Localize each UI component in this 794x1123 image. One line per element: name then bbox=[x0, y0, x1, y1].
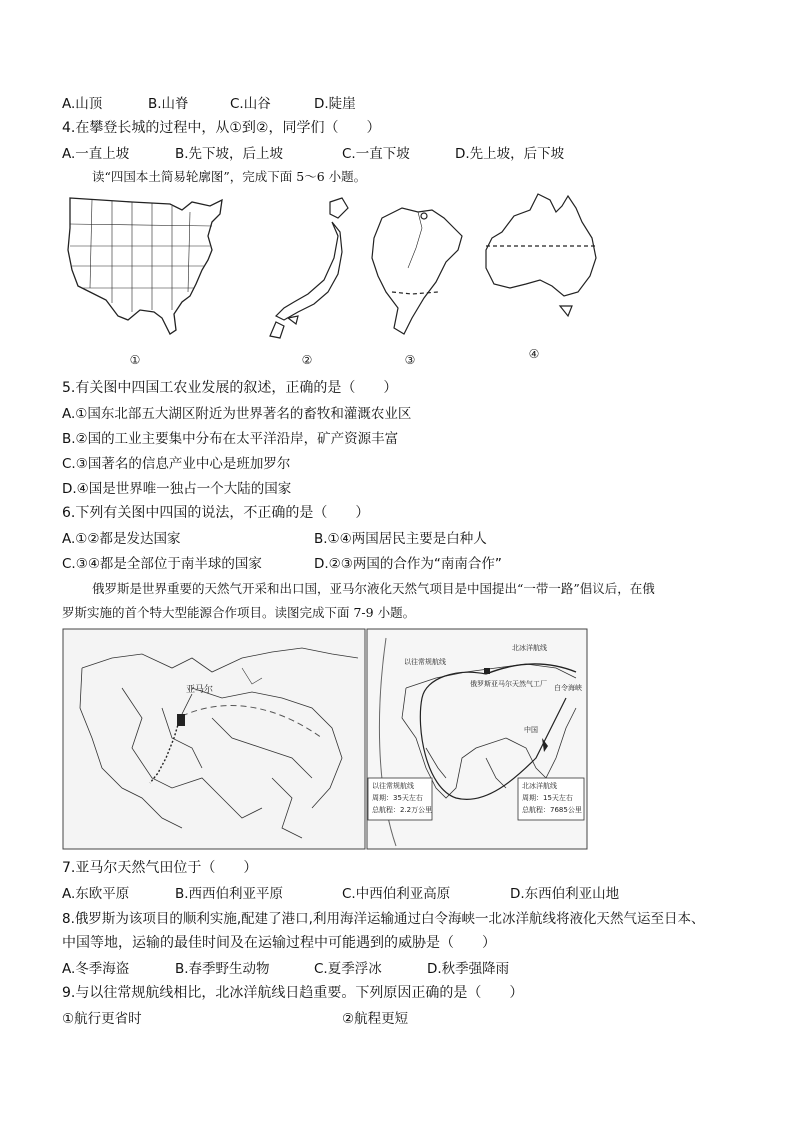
china-label: 中国 bbox=[524, 726, 538, 734]
brazil-outline-map bbox=[372, 208, 462, 334]
box-left-distance: 总航程：2.2万公里 bbox=[372, 806, 433, 814]
q4-option-b: B.先下坡，后上坡 bbox=[175, 146, 284, 162]
q8-option-d: D.秋季强降雨 bbox=[427, 961, 510, 977]
q6-option-c: C.③④都是全部位于南半球的国家 bbox=[62, 556, 262, 572]
plant-label: 俄罗斯亚马尔天然气工厂 bbox=[470, 680, 547, 688]
regular-route-info-box bbox=[368, 778, 432, 820]
q8-option-b: B.春季野生动物 bbox=[175, 961, 270, 977]
q8-stem-line1: 8.俄罗斯为该项目的顺利实施,配建了港口,利用海洋运输通过白令海峡一北冰洋航线将液化天然气运至日本、 bbox=[62, 911, 705, 927]
q4-option-a: A.一直上坡 bbox=[62, 146, 130, 162]
q9-option-2: ②航程更短 bbox=[342, 1011, 409, 1027]
intro-5-6: 读“四国本土简易轮廓图”，完成下面 5～6 小题。 bbox=[92, 169, 367, 184]
map-label-3: ③ bbox=[404, 353, 416, 367]
q5-option-d: D.④国是世界唯一独占一个大陆的国家 bbox=[62, 481, 292, 497]
q6-option-d: D.②③两国的合作为“南南合作” bbox=[314, 556, 502, 572]
intro-7-9-line1: 俄罗斯是世界重要的天然气开采和出口国，亚马尔液化天然气项目是中国提出“一带一路”倡议后，在俄 bbox=[92, 581, 655, 596]
yamal-label: 亚马尔 bbox=[186, 685, 214, 695]
map-label-1: ① bbox=[129, 353, 141, 367]
q7-option-c: C.中西伯利亚高原 bbox=[342, 886, 451, 902]
usa-outline-map bbox=[68, 198, 222, 334]
q5-stem: 5.有关图中四国工农业发展的叙述，正确的是（ ） bbox=[62, 380, 398, 396]
q4-option-d: D.先上坡，后下坡 bbox=[455, 146, 565, 162]
north-route-info-box bbox=[518, 778, 584, 820]
q3-option-c: C.山谷 bbox=[230, 96, 271, 112]
q5-option-c: C.③国著名的信息产业中心是班加罗尔 bbox=[62, 456, 291, 472]
q6-stem: 6.下列有关图中四国的说法，不正确的是（ ） bbox=[62, 505, 370, 521]
q7-option-a: A.东欧平原 bbox=[62, 886, 130, 902]
australia-outline-map bbox=[486, 194, 596, 316]
q7-stem: 7.亚马尔天然气田位于（ ） bbox=[62, 860, 258, 876]
intro-7-9-line2: 罗斯实施的首个特大型能源合作项目。读图完成下面 7-9 小题。 bbox=[62, 605, 416, 620]
q7-option-d: D.东西伯利亚山地 bbox=[510, 886, 620, 902]
q9-stem: 9.与以往常规航线相比，北冰洋航线日趋重要。下列原因正确的是（ ） bbox=[62, 985, 524, 1001]
four-country-outline-maps bbox=[62, 188, 602, 368]
box-left-period: 周期：35天左右 bbox=[372, 794, 423, 802]
q8-stem-line2: 中国等地，运输的最佳时间及在运输过程中可能遇到的威胁是（ ） bbox=[62, 935, 496, 951]
q6-option-b: B.①④两国居民主要是白种人 bbox=[314, 531, 487, 547]
map-label-2: ② bbox=[301, 353, 313, 367]
shipping-route-map bbox=[366, 628, 588, 850]
q5-option-b: B.②国的工业主要集中分布在太平洋沿岸，矿产资源丰富 bbox=[62, 431, 399, 447]
box-right-distance: 总航程：7685公里 bbox=[522, 806, 582, 814]
russia-yamal-map bbox=[62, 628, 366, 850]
q4-stem: 4.在攀登长城的过程中，从①到②，同学们（ ） bbox=[62, 120, 381, 136]
q7-option-b: B.西西伯利亚平原 bbox=[175, 886, 284, 902]
q3-option-d: D.陡崖 bbox=[314, 96, 356, 112]
q3-option-b: B.山脊 bbox=[148, 96, 189, 112]
q6-option-a: A.①②都是发达国家 bbox=[62, 531, 181, 547]
q8-option-c: C.夏季浮冰 bbox=[314, 961, 382, 977]
map-label-4: ④ bbox=[528, 347, 540, 361]
q3-option-a: A.山顶 bbox=[62, 96, 103, 112]
box-left-title: 以往常规航线 bbox=[372, 782, 414, 790]
bering-label: 白令海峡 bbox=[554, 684, 582, 692]
q8-option-a: A.冬季海盗 bbox=[62, 961, 130, 977]
box-right-period: 周期：15天左右 bbox=[522, 794, 573, 802]
regular-route-label: 以往常规航线 bbox=[404, 658, 446, 666]
japan-outline-map bbox=[270, 198, 348, 338]
q4-option-c: C.一直下坡 bbox=[342, 146, 410, 162]
box-right-title: 北冰洋航线 bbox=[522, 782, 557, 790]
q5-option-a: A.①国东北部五大湖区附近为世界著名的畜牧和灌溉农业区 bbox=[62, 406, 412, 422]
q9-option-1: ①航行更省时 bbox=[62, 1011, 142, 1027]
north-route-label: 北冰洋航线 bbox=[512, 644, 547, 652]
